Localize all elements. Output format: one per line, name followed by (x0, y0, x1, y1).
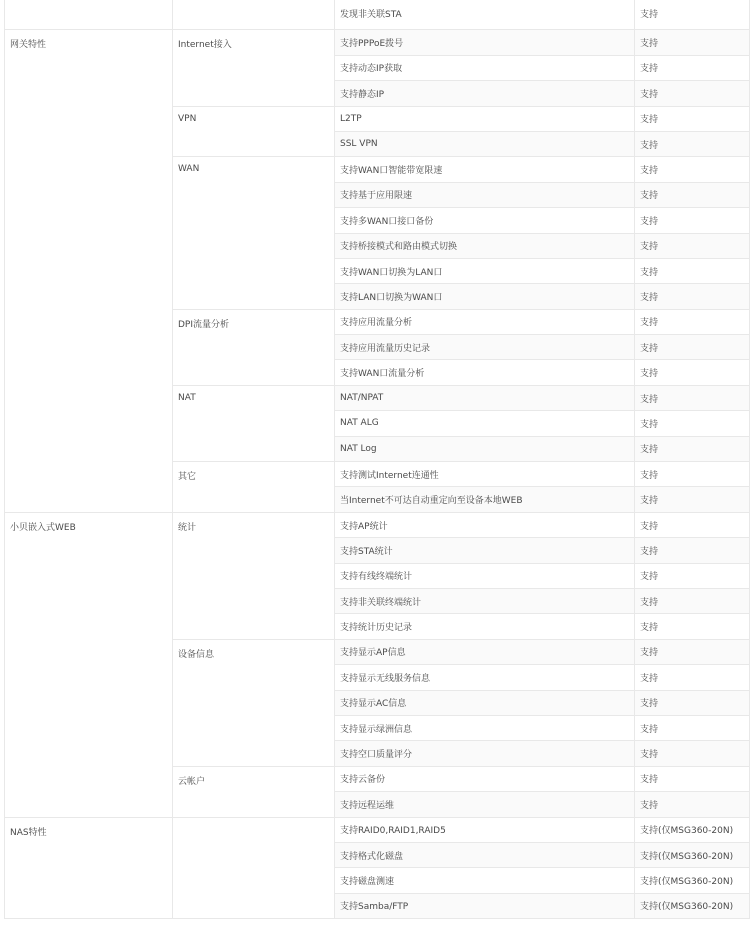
feature-cell: 当Internet不可达自动重定向至设备本地WEB (335, 487, 635, 512)
feature-cell: 支持STA统计 (335, 538, 635, 563)
support-value-cell: 支持 (635, 741, 750, 766)
support-value-cell: 支持 (635, 462, 750, 487)
support-value-cell: 支持 (635, 157, 750, 182)
feature-cell: 支持AP统计 (335, 512, 635, 537)
spec-table (4, 0, 750, 919)
support-value-cell: 支持 (635, 55, 750, 80)
feature-cell: 支持WAN口流量分析 (335, 360, 635, 385)
feature-cell: 支持WAN口切换为LAN口 (335, 258, 635, 283)
support-value-cell: 支持(仅MSG360-20N) (635, 842, 750, 867)
feature-cell: 支持显示AP信息 (335, 639, 635, 664)
support-value-cell: 支持 (635, 538, 750, 563)
feature-cell: 支持显示绿洲信息 (335, 715, 635, 740)
feature-cell: SSL VPN (335, 131, 635, 156)
support-value-cell: 支持 (635, 792, 750, 817)
feature-cell: NAT ALG (335, 411, 635, 436)
feature-cell: NAT/NPAT (335, 385, 635, 410)
support-value-cell: 支持 (635, 715, 750, 740)
feature-cell: 支持显示无线服务信息 (335, 665, 635, 690)
support-value-cell: 支持 (635, 309, 750, 334)
feature-cell: 支持Samba/FTP (335, 893, 635, 918)
support-value-cell: 支持 (635, 588, 750, 613)
spec-table-body (5, 0, 750, 919)
subcategory-cell: NAT (173, 385, 335, 461)
subcategory-cell (173, 817, 335, 919)
support-value-cell: 支持(仅MSG360-20N) (635, 893, 750, 918)
feature-cell: 支持桥接模式和路由模式切换 (335, 233, 635, 258)
feature-cell: L2TP (335, 106, 635, 131)
support-value-cell: 支持 (635, 233, 750, 258)
support-value-cell: 支持 (635, 614, 750, 639)
support-value-cell: 支持 (635, 411, 750, 436)
support-value-cell: 支持 (635, 131, 750, 156)
support-value-cell: 支持 (635, 182, 750, 207)
support-value-cell: 支持 (635, 335, 750, 360)
feature-cell: 支持多WAN口接口备份 (335, 208, 635, 233)
feature-cell: 支持有线终端统计 (335, 563, 635, 588)
support-value-cell: 支持(仅MSG360-20N) (635, 817, 750, 842)
feature-cell: 支持格式化磁盘 (335, 842, 635, 867)
feature-cell: 支持空口质量评分 (335, 741, 635, 766)
feature-cell: 支持静态IP (335, 81, 635, 106)
support-value-cell: 支持 (635, 106, 750, 131)
support-value-cell: 支持 (635, 360, 750, 385)
subcategory-cell: 设备信息 (173, 639, 335, 766)
feature-cell: 支持动态IP获取 (335, 55, 635, 80)
support-value-cell: 支持 (635, 385, 750, 410)
support-value-cell: 支持(仅MSG360-20N) (635, 868, 750, 893)
feature-cell: 支持磁盘测速 (335, 868, 635, 893)
support-value-cell: 支持 (635, 690, 750, 715)
support-value-cell: 支持 (635, 0, 750, 30)
support-value-cell: 支持 (635, 284, 750, 309)
feature-cell: 支持LAN口切换为WAN口 (335, 284, 635, 309)
feature-cell: 支持云备份 (335, 766, 635, 791)
feature-cell: 支持显示AC信息 (335, 690, 635, 715)
feature-cell: 支持应用流量分析 (335, 309, 635, 334)
subcategory-cell: VPN (173, 106, 335, 157)
feature-cell: 支持远程运维 (335, 792, 635, 817)
table-row (5, 512, 750, 537)
support-value-cell: 支持 (635, 563, 750, 588)
category-cell: NAS特性 (5, 817, 173, 919)
table-row (5, 30, 750, 55)
feature-cell: 支持RAID0,RAID1,RAID5 (335, 817, 635, 842)
table-row (5, 817, 750, 842)
support-value-cell: 支持 (635, 208, 750, 233)
subcategory-cell: WAN (173, 157, 335, 309)
support-value-cell: 支持 (635, 665, 750, 690)
feature-cell: 发现非关联STA (335, 0, 635, 30)
subcategory-cell (173, 0, 335, 30)
support-value-cell: 支持 (635, 639, 750, 664)
feature-cell: 支持PPPoE拨号 (335, 30, 635, 55)
support-value-cell: 支持 (635, 512, 750, 537)
subcategory-cell: 云帐户 (173, 766, 335, 817)
subcategory-cell: DPI流量分析 (173, 309, 335, 385)
feature-cell: 支持测试Internet连通性 (335, 462, 635, 487)
subcategory-cell: 其它 (173, 462, 335, 513)
support-value-cell: 支持 (635, 258, 750, 283)
feature-cell: 支持应用流量历史记录 (335, 335, 635, 360)
support-value-cell: 支持 (635, 436, 750, 461)
feature-cell: 支持WAN口智能带宽限速 (335, 157, 635, 182)
subcategory-cell: Internet接入 (173, 30, 335, 106)
support-value-cell: 支持 (635, 81, 750, 106)
feature-cell: 支持非关联终端统计 (335, 588, 635, 613)
feature-cell: NAT Log (335, 436, 635, 461)
support-value-cell: 支持 (635, 487, 750, 512)
subcategory-cell: 统计 (173, 512, 335, 639)
category-cell (5, 0, 173, 30)
category-cell: 网关特性 (5, 30, 173, 512)
table-row (5, 0, 750, 30)
support-value-cell: 支持 (635, 30, 750, 55)
category-cell: 小贝嵌入式WEB (5, 512, 173, 817)
support-value-cell: 支持 (635, 766, 750, 791)
feature-cell: 支持统计历史记录 (335, 614, 635, 639)
feature-cell: 支持基于应用限速 (335, 182, 635, 207)
